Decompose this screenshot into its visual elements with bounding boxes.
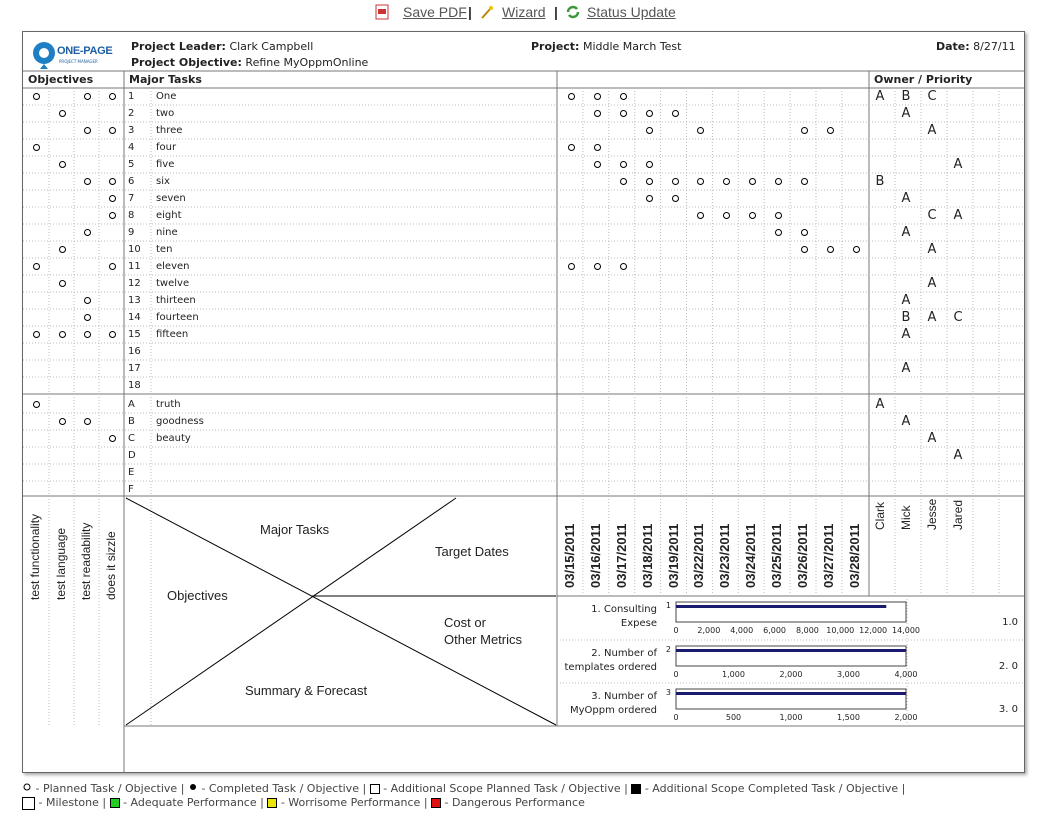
date-marker: [646, 195, 653, 202]
date-marker: [646, 161, 653, 168]
objective-marker: [109, 127, 116, 134]
wizard-link[interactable]: Wizard: [502, 4, 546, 20]
objective-label: test functionality: [28, 513, 42, 600]
task-name: beauty: [156, 433, 191, 444]
date-marker: [594, 110, 601, 117]
owner-priority-cell: A: [901, 191, 911, 206]
owner-priority-cell: A: [901, 225, 911, 240]
target-date-label: 03/26/2011: [795, 523, 810, 588]
cost-bar-chart: [663, 685, 918, 727]
date-marker: [697, 127, 704, 134]
owner-priority-header: Owner / Priority: [874, 73, 973, 86]
chart-bar: [676, 605, 886, 608]
legend-separator: |: [102, 796, 107, 809]
cost-metric-label: MyOppm ordered: [570, 705, 657, 716]
owner-priority-cell: A: [901, 414, 911, 429]
legend-separator: |: [423, 796, 428, 809]
task-name: One: [156, 91, 177, 102]
target-date-label: 03/16/2011: [588, 523, 603, 588]
task-name: eleven: [156, 261, 190, 272]
owner-priority-cell: A: [875, 89, 885, 104]
target-date-label: 03/24/2011: [743, 523, 758, 588]
logo-icon: [31, 41, 57, 69]
owner-priority-cell: A: [927, 431, 937, 446]
logo: [31, 39, 119, 69]
task-number: 12: [128, 278, 141, 289]
date-marker: [646, 110, 653, 117]
owner-name: Clark: [873, 501, 887, 530]
date-marker: [568, 93, 575, 100]
toolbar: [0, 0, 1048, 26]
task-number: 5: [128, 159, 135, 170]
date-marker: [827, 246, 834, 253]
milestone-icon: [22, 797, 35, 810]
objective-marker: [33, 331, 40, 338]
task-number: 18: [128, 380, 141, 391]
objective-label: test readability: [79, 522, 93, 600]
task-number: 9: [128, 227, 135, 238]
logo-subtext: PROJECT MANAGER: [59, 59, 98, 64]
owner-priority-cell: C: [927, 208, 937, 223]
chart-tick-label: 12,000: [859, 626, 888, 635]
date-marker: [801, 246, 808, 253]
cost-metric-score: 2. 0: [998, 660, 1018, 672]
legend-dangerous: - Dangerous Performance: [444, 796, 585, 809]
one-page-sheet: [22, 31, 1025, 773]
dangerous-icon: [431, 798, 441, 808]
owner-priority-cell: A: [953, 157, 963, 172]
date-marker: [620, 110, 627, 117]
chart-tick-label: 0: [673, 626, 679, 635]
cost-metric-label: 3. Number of: [591, 691, 657, 702]
project-objective-value: Refine MyOppmOnline: [245, 56, 369, 69]
cost-metric-label: 1. Consulting: [591, 604, 657, 615]
owner-priority-cell: A: [901, 361, 911, 376]
date-marker: [594, 144, 601, 151]
task-number: C: [128, 433, 135, 444]
task-name: truth: [156, 399, 181, 410]
cost-metric-score: 3. 0: [998, 704, 1018, 715]
date-marker: [775, 212, 782, 219]
chart-tick-label: 8,000: [795, 626, 819, 635]
x-label-other-metrics: Other Metrics: [444, 632, 523, 647]
cost-bar-chart: [663, 598, 920, 640]
objective-marker: [84, 331, 91, 338]
target-date-label: 03/23/2011: [717, 523, 732, 588]
chart-tick-label: 500: [725, 713, 742, 722]
logo-text: ONE-PAGE: [57, 45, 113, 57]
task-name: fifteen: [156, 329, 189, 340]
chart-tick-label: 2,000: [779, 669, 803, 679]
target-date-label: 03/27/2011: [821, 523, 836, 588]
date-marker: [620, 161, 627, 168]
date-marker: [801, 229, 808, 236]
task-number: D: [128, 450, 136, 461]
objective-marker: [59, 246, 66, 253]
task-number: 1: [128, 91, 135, 102]
objective-label: does it sizzle: [104, 531, 118, 600]
status-update-link[interactable]: Status Update: [587, 4, 676, 20]
objective-marker: [33, 401, 40, 408]
owner-priority-cell: A: [927, 276, 937, 291]
owner-priority-cell: A: [953, 448, 963, 463]
owner-priority-cell: C: [953, 310, 963, 325]
owner-priority-cell: B: [901, 89, 911, 104]
project-objective: Project Objective: Refine MyOppmOnline: [131, 56, 369, 69]
date-marker: [801, 127, 808, 134]
task-name: five: [156, 159, 175, 170]
chart-tick-label: 3,000: [837, 669, 860, 679]
task-number: 3: [128, 125, 135, 136]
task-number: 10: [128, 244, 141, 255]
legend-separator: |: [624, 782, 628, 795]
date-marker: [646, 178, 653, 185]
date-marker: [594, 161, 601, 168]
objective-label: test language: [54, 527, 68, 600]
task-name: nine: [156, 227, 178, 238]
owner-priority-cell: A: [901, 293, 911, 308]
toolbar-separator: |: [468, 4, 472, 20]
chart-tick-label: 6,000: [763, 626, 787, 635]
objective-marker: [59, 110, 66, 117]
legend-separator: |: [901, 782, 906, 795]
task-number: 8: [128, 210, 135, 221]
date-marker: [723, 212, 730, 219]
date-marker: [827, 127, 834, 134]
date-marker: [672, 195, 679, 202]
date-marker: [672, 178, 679, 185]
owner-name: Jared: [951, 499, 965, 530]
chart-tick-label: 10,000: [826, 626, 855, 635]
objective-marker: [109, 178, 116, 185]
pdf-icon[interactable]: [374, 4, 390, 23]
owner-priority-cell: A: [927, 123, 937, 138]
task-name: six: [156, 176, 170, 187]
task-name: eight: [156, 210, 182, 221]
objective-marker: [109, 331, 116, 338]
chart-tick-label: 14,000: [892, 626, 920, 635]
objective-marker: [109, 435, 116, 442]
owner-name: Jesse: [925, 498, 939, 530]
date-marker: [775, 178, 782, 185]
adequate-icon: [110, 798, 120, 808]
task-number: 16: [128, 346, 141, 357]
owner-priority-cell: A: [927, 310, 937, 325]
x-label-major-tasks: Major Tasks: [260, 522, 330, 537]
legend-separator: |: [362, 782, 367, 795]
task-number: 11: [128, 261, 141, 272]
report-date: Date: 8/27/11: [936, 40, 1016, 53]
date-marker: [749, 178, 756, 185]
objective-marker: [59, 418, 66, 425]
toolbar-separator: |: [554, 4, 558, 20]
wand-icon[interactable]: [479, 4, 495, 23]
task-number: 13: [128, 295, 141, 306]
legend-milestone: - Milestone: [38, 796, 99, 809]
x-label-objectives: Objectives: [167, 588, 228, 603]
target-date-label: 03/19/2011: [666, 523, 681, 588]
task-name: ten: [156, 244, 173, 255]
task-name: thirteen: [156, 295, 196, 306]
objective-marker: [109, 195, 116, 202]
cost-bar-chart: [663, 642, 918, 684]
chart-tick-label: 0: [673, 713, 679, 722]
cost-metric-label: 2. Number of: [591, 647, 657, 659]
legend-separator: |: [260, 796, 264, 809]
chart-category-label: 2: [665, 644, 671, 654]
task-number: 15: [128, 329, 141, 340]
objective-marker: [59, 280, 66, 287]
date-marker: [672, 110, 679, 117]
cost-metric-score: 1.0: [1002, 617, 1018, 628]
owner-priority-cell: A: [901, 327, 911, 342]
objective-marker: [33, 263, 40, 270]
objective-marker: [84, 178, 91, 185]
project-leader-value: Clark Campbell: [229, 40, 314, 53]
date-marker: [594, 263, 601, 270]
chart-tick-label: 2,000: [697, 626, 721, 635]
project-name-value: Middle March Test: [582, 40, 682, 53]
task-number: 7: [128, 193, 135, 204]
task-number: 14: [128, 312, 141, 323]
date-marker: [620, 93, 627, 100]
legend-separator: |: [180, 782, 185, 795]
task-name: two: [156, 108, 175, 119]
chart-tick-label: 0: [673, 669, 679, 679]
target-date-label: 03/25/2011: [769, 523, 784, 588]
task-number: B: [128, 416, 135, 427]
major-tasks-header: Major Tasks: [129, 73, 202, 86]
legend-worrisome: - Worrisome Performance: [280, 796, 421, 809]
chart-category-label: 1: [665, 601, 671, 610]
target-date-label: 03/18/2011: [640, 523, 655, 588]
owner-priority-cell: A: [953, 208, 963, 223]
target-date-label: 03/17/2011: [614, 523, 629, 588]
chart-bar: [676, 692, 906, 695]
date-marker: [697, 178, 704, 185]
task-number: 2: [128, 108, 135, 119]
date-marker: [723, 178, 730, 185]
legend-completed: - Completed Task / Objective: [201, 782, 359, 795]
date-marker: [646, 127, 653, 134]
date-marker: [749, 212, 756, 219]
objectives-header: Objectives: [28, 73, 94, 86]
owner-priority-cell: B: [901, 310, 911, 325]
worrisome-icon: [267, 798, 277, 808]
x-label-summary-forecast: Summary & Forecast: [245, 683, 368, 698]
legend-planned: - Planned Task / Objective: [35, 782, 178, 795]
objective-marker: [109, 263, 116, 270]
objective-marker: [84, 127, 91, 134]
date-marker: [594, 93, 601, 100]
project-name: Project: Middle March Test: [531, 40, 682, 53]
chart-tick-label: 4,000: [730, 626, 754, 635]
owner-priority-cell: B: [875, 174, 885, 189]
date-marker: [620, 263, 627, 270]
chart-tick-label: 4,000: [894, 669, 918, 679]
report-date-value: 8/27/11: [973, 40, 1016, 53]
task-name: three: [156, 125, 183, 136]
date-marker: [568, 144, 575, 151]
task-name: seven: [156, 193, 186, 204]
objective-marker: [84, 93, 91, 100]
target-date-label: 03/28/2011: [847, 523, 862, 588]
objective-marker: [109, 212, 116, 219]
x-label-target-dates: Target Dates: [435, 544, 509, 559]
project-leader: Project Leader: Clark Campbell: [131, 40, 314, 53]
owner-priority-cell: A: [875, 397, 885, 412]
task-number: F: [128, 484, 134, 495]
objective-marker: [84, 297, 91, 304]
task-number: A: [128, 399, 135, 410]
chart-tick-label: 1,500: [837, 713, 860, 722]
objective-marker: [109, 93, 116, 100]
refresh-icon[interactable]: [565, 4, 581, 23]
task-number: 4: [128, 142, 135, 153]
cost-metric-label: templates ordered: [564, 661, 657, 673]
owner-name: Mick: [899, 505, 913, 530]
additional-completed-icon: [631, 784, 641, 794]
legend-additional-completed: - Additional Scope Completed Task / Objective: [644, 782, 899, 795]
objective-marker: [33, 144, 40, 151]
date-marker: [853, 246, 860, 253]
x-label-cost: Cost or: [444, 615, 486, 630]
chart-tick-label: 1,000: [779, 713, 803, 722]
task-name: goodness: [156, 416, 204, 427]
legend-additional-planned: - Additional Scope Planned Task / Objective: [383, 782, 621, 795]
task-number: 6: [128, 176, 135, 187]
date-marker: [775, 229, 782, 236]
chart-tick-label: 2,000: [894, 713, 918, 722]
task-number: E: [128, 467, 135, 478]
legend: [22, 782, 1032, 810]
chart-bar: [676, 649, 906, 652]
objective-marker: [84, 314, 91, 321]
objective-marker: [84, 418, 91, 425]
legend-adequate: - Adequate Performance: [123, 796, 257, 809]
task-name: twelve: [156, 278, 190, 289]
task-name: four: [156, 142, 177, 153]
objective-marker: [59, 331, 66, 338]
objective-marker: [59, 161, 66, 168]
target-date-label: 03/22/2011: [691, 523, 706, 588]
additional-planned-icon: [370, 784, 380, 794]
owner-priority-cell: A: [901, 106, 911, 121]
target-date-label: 03/15/2011: [562, 523, 577, 588]
save-pdf-link[interactable]: Save PDF: [403, 4, 467, 20]
task-number: 17: [128, 363, 141, 374]
date-marker: [620, 178, 627, 185]
completed-icon: [188, 782, 198, 795]
date-marker: [801, 178, 808, 185]
objective-marker: [33, 93, 40, 100]
planned-icon: [22, 782, 32, 795]
chart-category-label: 3: [665, 688, 671, 697]
chart-tick-label: 1,000: [722, 669, 745, 679]
cost-metric-label: Expese: [620, 618, 657, 629]
date-marker: [568, 263, 575, 270]
owner-priority-cell: C: [927, 89, 937, 104]
task-name: fourteen: [156, 312, 199, 323]
objective-marker: [84, 229, 91, 236]
date-marker: [697, 212, 704, 219]
owner-priority-cell: A: [927, 242, 937, 257]
